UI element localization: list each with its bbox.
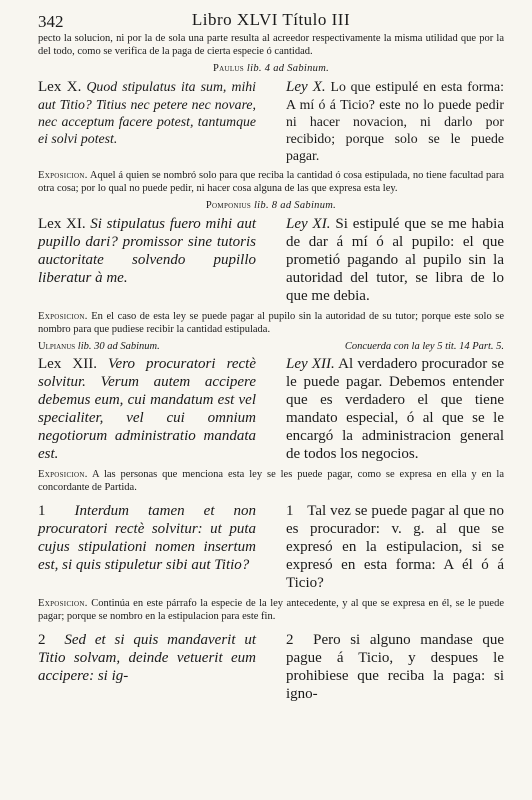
paragraph-number: 2 [286,632,294,648]
source-reference: lib. 4 ad Sabinum. [246,63,330,74]
exposition-label: Exposicion. [38,598,88,609]
exposition [38,468,504,494]
law-row [38,78,504,164]
latin-law-text: Quod stipulatus ita sum, mihi aut Titio? Titius nec petere nec novare, nec acceptum facere potest, tantumque ei solvi potest. [38,79,257,146]
exposition-label: Exposicion. [38,469,88,480]
exposition-label: Exposicion. [38,311,88,322]
exposition-text: A las personas que menciona esta ley se les puede pagar, como se expresa en ella y en la concordante de Partida. [38,469,505,493]
latin-column [38,631,256,685]
latin-column [38,78,256,147]
exposition-label: Exposicion. [38,170,88,181]
spanish-column [286,78,504,164]
law-row [38,355,504,463]
spanish-law-text: Al verdadero procurador se le puede pagar. Debemos entender que es verdadero el que tiene mandato especial, ó al que se le encargó la administracion general de todos los negocios. [286,356,504,462]
latin-law-text: Vero procuratori rectè solvitur. Verum autem accipere debemus eum, cui mandatum est vel specialiter, vel cui omnium negotiorum administratio mandata est. [38,356,256,462]
source-heading-row [38,341,504,352]
spanish-column [286,631,504,703]
paragraph-number: 1 [38,503,46,519]
paragraph-row [38,502,504,592]
paragraph-number: 2 [38,632,46,648]
latin-column [38,215,256,287]
page-number: 342 [38,12,64,31]
source-heading [38,200,504,211]
spanish-paragraph-text: Tal vez se puede pagar al que no es procurador: v. g. al que se expresó en la estipulacion, si se expresó en esta forma: A él ó á Ticio? [286,503,504,591]
page-title: Libro XLVI Título III [191,10,351,29]
latin-law-text: Si stipulatus fuero mihi aut pupillo dari? promissor sine tutoris auctoritate solvendo pupillo liberatur à me. [38,216,257,286]
running-header [38,8,504,38]
concordance-note: Concuerda con la ley 5 tit. 14 Part. 5. [344,341,504,352]
paragraph-number: 1 [286,503,294,519]
latin-law-label: Lex XI. [38,216,86,232]
source-heading [38,341,160,352]
latin-law-label: Lex X. [38,79,82,95]
spanish-paragraph-text: Pero si alguno mandase que pague á Ticio, y despues le prohibiese que reciba la paga: si igno- [286,632,504,702]
source-reference: lib. 8 ad Sabinum. [253,200,337,211]
spanish-law-label: Ley X. [286,79,326,95]
exposition [38,597,504,623]
law-row [38,215,504,305]
source-heading [38,63,504,74]
latin-column [38,355,256,463]
source-author: Ulpianus [38,341,76,352]
latin-paragraph-text: Interdum tamen et non procuratori rectè solvitur: ut puta cujus stipulationi nomen insertum est, si quis stipuletur sibi aut Titio? [38,503,257,573]
exposition [38,169,504,195]
source-author: Pomponius [205,200,252,211]
spanish-column [286,215,504,305]
exposition [38,310,504,336]
intro-paragraph: pecto la solucion, ni por la de sola una parte resulta al acreedor respectivamente la misma utilidad que por la del todo, como se verifica de la paga de cierta especie ó cantidad. [38,33,504,57]
spanish-column [286,502,504,592]
latin-column [38,502,256,574]
latin-paragraph-text: Sed et si quis mandaverit ut Titio solvam, deinde vetuerit eum accipere: si ig- [38,632,257,684]
book-page [38,8,504,703]
spanish-law-label: Ley XII. [286,356,335,372]
exposition-text: Aquel á quien se nombró solo para que reciba la cantidad ó cosa estipulada, no tiene facultad para otra cosa; por lo qual no puede pedir, ni hacer cosa alguna de las que expresa esta ley. [38,170,505,194]
source-author: Paulus [212,63,244,74]
spanish-law-text: Lo que estipulé en esta forma: A mí ó á Ticio? este no lo puede pedir ni hacer novacion, ni darlo por recibido; porque solo se le puede pagar. [286,79,504,163]
paragraph-row [38,631,504,703]
source-reference: lib. 30 ad Sabinum. [77,341,160,352]
spanish-column [286,355,504,463]
spanish-law-text: Si estipulé que se me habia de dar á mí ó al pupilo: el que prometió pagando al pupilo sin la autoridad del tutor, se libra de lo que me debia. [286,216,504,304]
exposition-text: Continúa en este párrafo la especie de la ley antecedente, y al que se expresa en él, se le puede pagar; porque se nombro en la estipulacion para este fin. [38,598,504,622]
latin-law-label: Lex XII. [38,356,97,372]
exposition-text: En el caso de esta ley se puede pagar al pupilo sin la autoridad de su tutor; porque este solo se nombro para que pudiese recibir la cantidad estipulada. [38,311,505,335]
spanish-law-label: Ley XI. [286,216,331,232]
